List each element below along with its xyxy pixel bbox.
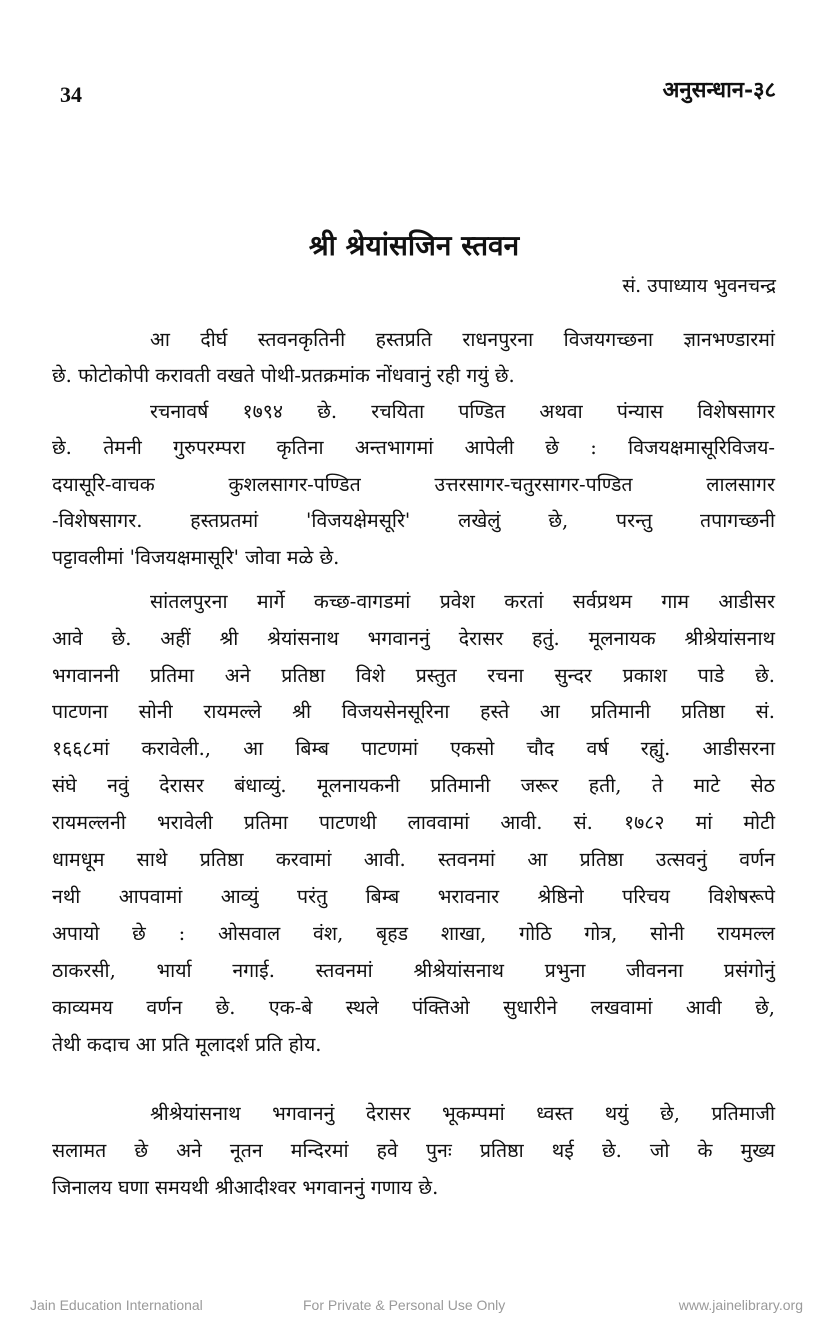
text-line: १६६८मां करावेली., आ बिम्ब पाटणमां एकसो चौद वर्ष रह्युं. आडीसरना	[52, 737, 775, 760]
text-line: संघे नवुं देरासर बंधाव्युं. मूलनायकनी प्रतिमानी जरूर हती, ते माटे सेठ	[52, 774, 775, 797]
article-title: श्री श्रेयांसजिन स्तवन	[308, 229, 520, 262]
text-line: आ दीर्घ स्तवनकृतिनी हस्तप्रति राधनपुरना विजयगच्छना ज्ञानभण्डारमां	[150, 328, 775, 351]
text-line: ठाकरसी, भार्या नगाई. स्तवनमां श्रीश्रेयांसनाथ प्रभुना जीवनना प्रसंगोनुं	[52, 959, 775, 982]
text-line: पट्टावलीमां 'विजयक्षमासूरि' जोवा मळे छे.	[52, 546, 340, 569]
text-line: दयासूरि-वाचक कुशलसागर-पण्डित उत्तरसागर-चतुरसागर-पण्डित लालसागर	[52, 473, 775, 496]
text-line: भगवाननी प्रतिमा अने प्रतिष्ठा विशे प्रस्तुत रचना सुन्दर प्रकाश पाडे छे.	[52, 664, 775, 687]
footer-website-link[interactable]: www.jainelibrary.org	[678, 1297, 803, 1313]
text-line: छे. तेमनी गुरुपरम्परा कृतिना अन्तभागमां आपेली छे : विजयक्षमासूरिविजय-	[52, 436, 775, 459]
text-line: आवे छे. अहीं श्री श्रेयांसनाथ भगवाननुं देरासर हतुं. मूलनायक श्रीश्रेयांसनाथ	[52, 627, 775, 650]
text-line: रायमल्लनी भरावेली प्रतिमा पाटणथी लाववामां आवी. सं. १७८२ मां मोटी	[52, 811, 775, 834]
text-line: नथी आपवामां आव्युं परंतु बिम्ब भरावनार श्रेष्ठिनो परिचय विशेषरूपे	[52, 885, 775, 908]
page-number: 34	[60, 82, 82, 107]
text-line: तेथी कदाच आ प्रति मूलादर्श प्रति होय.	[52, 1033, 322, 1056]
footer-usage-note: For Private & Personal Use Only	[303, 1297, 506, 1313]
text-line: पाटणना सोनी रायमल्ले श्री विजयसेनसूरिना हस्ते आ प्रतिमानी प्रतिष्ठा सं.	[52, 700, 775, 723]
text-line: धामधूम साथे प्रतिष्ठा करवामां आवी. स्तवनमां आ प्रतिष्ठा उत्सवनुं वर्णन	[52, 848, 775, 871]
footer-publisher: Jain Education International	[30, 1297, 203, 1313]
text-line: श्रीश्रेयांसनाथ भगवाननुं देरासर भूकम्पमां ध्वस्त थयुं छे, प्रतिमाजी	[150, 1102, 775, 1125]
text-line: अपायो छे : ओसवाल वंश, बृहड शाखा, गोठि गोत्र, सोनी रायमल्ल	[52, 922, 775, 945]
text-line: जिनालय घणा समयथी श्रीआदीश्वर भगवाननुं गणाय छे.	[52, 1176, 439, 1199]
text-line: सांतलपुरना मार्गे कच्छ-वागडमां प्रवेश करतां सर्वप्रथम गाम आडीसर	[150, 590, 775, 613]
text-line: रचनावर्ष १७९४ छे. रचयिता पण्डित अथवा पंन्यास विशेषसागर	[150, 400, 775, 423]
running-title: अनुसन्धान-३८	[662, 77, 776, 103]
text-line: काव्यमय वर्णन छे. एक-बे स्थले पंक्तिओ सुधारीने लखवामां आवी छे,	[52, 996, 775, 1019]
text-line: सलामत छे अने नूतन मन्दिरमां हवे पुनः प्रतिष्ठा थई छे. जो के मुख्य	[52, 1139, 775, 1162]
text-line: -विशेषसागर. हस्तप्रतमां 'विजयक्षेमसूरि' लखेलुं छे, परन्तु तपागच्छनी	[52, 509, 775, 532]
text-line: छे. फोटोकोपी करावती वखते पोथी-प्रतक्रमांक नोंधवानुं रही गयुं छे.	[52, 364, 515, 387]
author-line: सं. उपाध्याय भुवनचन्द्र	[622, 275, 776, 297]
